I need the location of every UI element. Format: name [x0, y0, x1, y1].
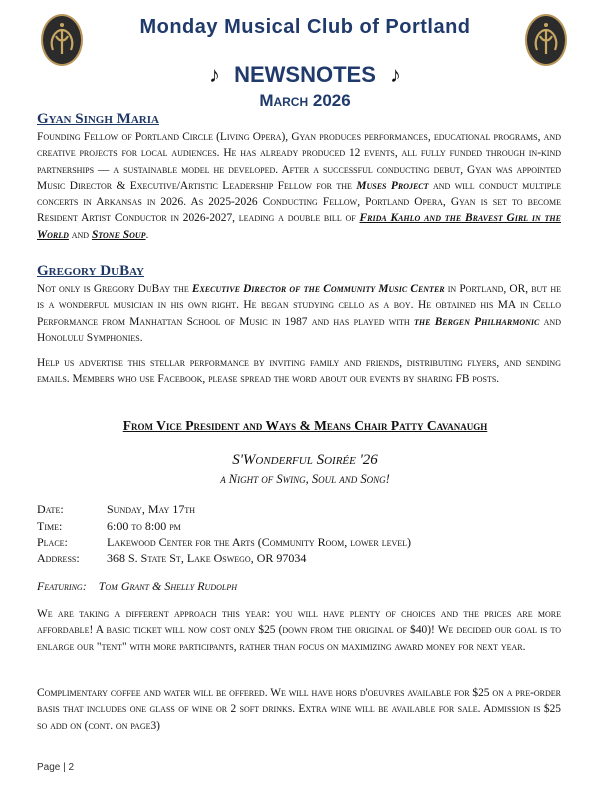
event-title: S'Wonderful Soirée '26 [232, 452, 378, 468]
vp-heading: From Vice President and Ways & Means Chair Patty Cavanaugh [122, 418, 488, 433]
event-date: Date: Sunday, May 17th [37, 502, 195, 516]
gregory-role: Executive Director of the Community Music Center [191, 283, 445, 295]
stone-soup-title: Stone Soup [91, 228, 146, 241]
newsletter-title [0, 62, 610, 88]
club-name: Monday Musical Club of Portland [139, 16, 471, 38]
event-time: Time: 6:00 to 8:00 pm [37, 519, 181, 533]
coffee-paragraph: Complimentary coffee and water will be offered. We will have hors d'oeuvres available for $25 on a pre-order basis that includes one glass of wine or 2 soft drinks. Extra wine will be available for sale. Admission is $25 so add on (cont. on page3) [37, 687, 561, 732]
music-note-icon: ♪ [208, 62, 220, 87]
help-paragraph: Help us advertise this stellar performance by inviting family and friends, distributing flyers, and sending emails. Members who use Facebook, please spread the word about our events by sharing FB posts. [37, 357, 561, 386]
newsletter-name: NEWSNOTES [234, 62, 376, 87]
gregory-bio: Not only is Gregory DuBay the Executive Director of the Community Music Center in Portland, OR, but he is a wonderful musician in his own right. He began studying cello as a boy. He obtained his MA in Cello Performance from Manhattan School of Music in 1987 and has played with the Bergen Philharmonic and Honolulu Symphonies. [37, 283, 561, 344]
music-note-icon: ♪ [390, 62, 402, 87]
muses-project: Muses Project [356, 179, 429, 192]
approach-paragraph: We are taking a different approach this year: you will have plenty of choices and the prices are more affordable! A basic ticket will now cost only $25 (down from the original of $40)! We decided our goal is to enlarge our "tent" with more participants, rather than focus on maximizing award money for next year. [37, 608, 561, 653]
bergen-philharmonic: the Bergen Philharmonic [413, 315, 540, 328]
page-number: Page | 2 [37, 762, 75, 773]
gyan-heading: Gyan Singh Maria [37, 111, 159, 127]
gyan-bio: Founding Fellow of Portland Circle (Living Opera), Gyan produces performances, educational programs, and creative projects for local audiences. He has already produced 12 events, all fully funded through in-kind partnerships — a sustainable model he developed. After a successful conducting debut, Gyan was appointed Music Director & Executive/Artistic Leadership Fellow for the Muses Project and will conduct multiple concerts in Arkansas in 2026. As 2025-2026 Conducting Fellow, Portland Opera, Gyan is set to become Resident Artist Conductor in 2026-2027, leading a double bill of Frida Kahlo and the Bravest Girl in the World and Stone Soup. [37, 131, 562, 241]
frida-title: Frida Kahlo and the Bravest Girl in the World [37, 212, 561, 241]
event-subtitle: a Night of Swing, Soul and Song! [220, 472, 390, 486]
event-place: Place: Lakewood Center for the Arts (Community Room, lower level) [37, 535, 412, 549]
event-featuring: Featuring: Tom Grant & Shelly Rudolph [37, 579, 238, 593]
event-address: Address: 368 S. State St, Lake Oswego, OR 97034 [37, 551, 307, 565]
gregory-heading: Gregory DuBay [37, 263, 144, 279]
issue-date: March 2026 [259, 91, 351, 110]
